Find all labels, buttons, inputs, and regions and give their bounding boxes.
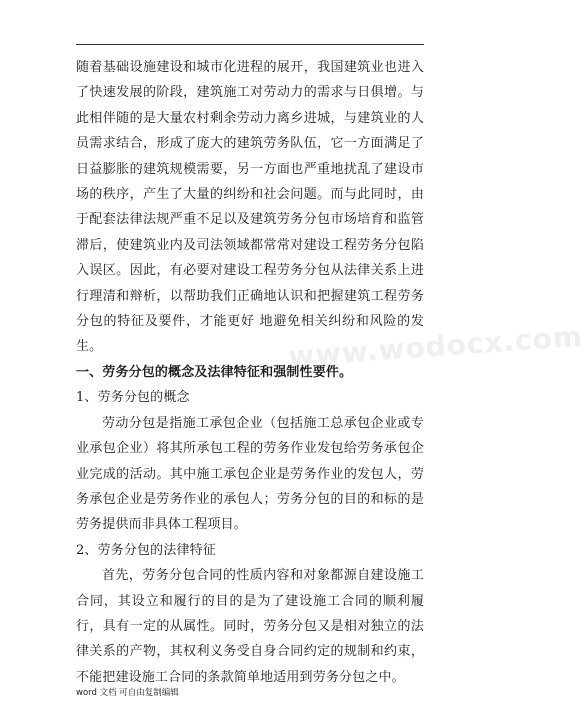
footer-note: word 文档 可自由复制编辑 bbox=[76, 688, 179, 698]
subsection-heading-legal-features: 2、劳务分包的法律特征 bbox=[76, 542, 216, 558]
legal-features-paragraph: 首先，劳务分包合同的性质内容和对象都源自建设施工合同，其设立和履行的目的是为了建设施工合同的顺利履行，具有一定的从属性。同时，劳务分包又是相对独立的法律关系的产物，其权利义务受自身合同约定的规制和约束，不能把建设施工合同的条款简单地适用到劳务分包之中。 bbox=[76, 568, 424, 685]
header-rule bbox=[76, 44, 424, 45]
watermark: www.wodocx.com bbox=[287, 319, 584, 374]
intro-paragraph: 随着基础设施建设和城市化进程的展开，我国建筑业也进入了快速发展的阶段，建筑施工对劳动力的需求与日俱增。与此相伴随的是大量农村剩余劳动力离乡进城，与建筑业的人员需求结合，形成了庞大的建筑劳务队伍，它一方面满足了日益膨胀的建筑规模需要，另一方面也严重地扰乱了建设市场的秩序，产生了大量的纠纷和社会问题。而与此同时，由于配套法律法规严重不足以及建筑劳务分包市场培育和监管滞后，使建筑业内及司法领域都常常对建设工程劳务分包陷入误区。因此，有必要对建设工程劳务分包从法律关系上进行理清和辩析，以帮助我们正确地认识和把握建筑工程劳务分包的特征及要件，才能更好 地避免相关纠纷和风险的发生。 bbox=[76, 60, 424, 355]
section-heading: 一、劳务分包的概念及法律特征和强制性要件。 bbox=[76, 364, 353, 380]
concept-paragraph: 劳动分包是指施工承包企业（包括施工总承包企业或专业承包企业）将其所承包工程的劳务作业发包给劳务承包企业完成的活动。其中施工承包企业是劳务作业的发包人，劳务承包企业是劳务作业的承包人；劳务分包的目的和标的是劳务提供而非具体工程项目。 bbox=[76, 415, 424, 533]
document-body bbox=[76, 55, 424, 690]
subsection-heading-concept: 1、劳务分包的概念 bbox=[76, 390, 190, 406]
